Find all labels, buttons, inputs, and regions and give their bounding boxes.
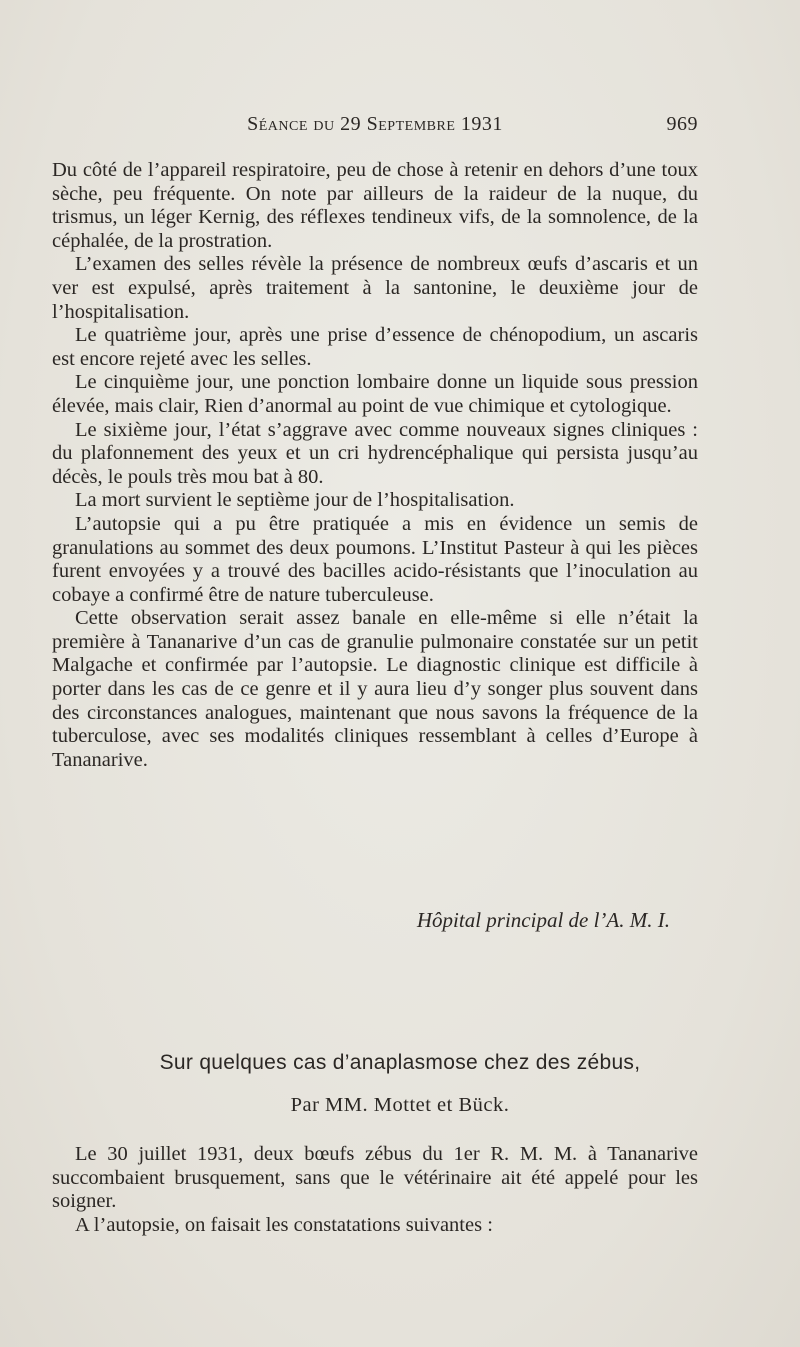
section-title: Sur quelques cas d’anaplasmose chez des zébus,: [159, 1051, 641, 1074]
article-body: [52, 159, 698, 772]
paragraph-stool-exam: L’examen des selles révèle la présence de nombreux œufs d’ascaris et un ver est expulsé, après traitement à la santonine, le deuxième jour de l’hospitalisation.: [52, 253, 698, 323]
paragraph-autopsy-findings: A l’autopsie, on faisait les constatations suivantes :: [75, 1213, 493, 1236]
paragraph-fourth-day: Le quatrième jour, après une prise d’essence de chénopodium, un ascaris est encore rejeté avec les selles.: [52, 324, 698, 370]
paragraph-death: La mort survient le septième jour de l’hospitalisation.: [75, 489, 515, 512]
paragraph-fifth-day: Le cinquième jour, une ponction lombaire donne un liquide sous pression élevée, mais clair, Rien d’anormal au point de vue chimique et cytologique.: [52, 371, 698, 417]
running-header: [52, 113, 698, 143]
paragraph-autopsy: L’autopsie qui a pu être pratiquée a mis en évidence un semis de granulations au sommet des deux poumons. L’Institut Pasteur à qui les pièces furent envoyées y a trouvé des bacilles acido-résistants que l’inoculation au cobaye a confirmé être de nature tuberculeuse.: [52, 512, 698, 606]
header-title: Séance du 29 Septembre 1931: [247, 113, 503, 135]
paragraph-sixth-day: Le sixième jour, l’état s’aggrave avec comme nouveaux signes cliniques : du plafonnement des yeux et un cri hydrencéphalique qui persista jusqu’au décès, le pouls très mou bat à 80.: [52, 418, 698, 488]
paragraph-zebu-deaths: Le 30 juillet 1931, deux bœufs zébus du 1er R. M. M. à Tananarive succombaient brusquement, sans que le vétérinaire ait été appelé pour les soigner.: [52, 1143, 698, 1213]
paragraph-respiratory: Du côté de l’appareil respiratoire, peu de chose à retenir en dehors d’une toux sèche, peu fréquente. On note par ailleurs de la raideur de la nuque, du trismus, un léger Kernig, des réflexes tendineux vifs, de la somnolence, de la céphalée, de la prostration.: [52, 159, 698, 252]
signature: Hôpital principal de l’A. M. I.: [416, 908, 670, 932]
section-body: [52, 1143, 698, 1237]
paragraph-conclusion: Cette observation serait assez banale en elle-même si elle n’était la première à Tananarive d’un cas de granulie pulmonaire constatée sur un petit Malgache et confirmée par l’autopsie. Le diagnostic clinique est difficile à porter dans les cas de ce genre et il y aura lieu d’y songer plus souvent dans des circonstances analogues, maintenant que nous savons la fréquence de la tuberculose, avec ses modalités cliniques ressemblant à celles d’Europe à Tananarive.: [52, 607, 698, 771]
byline: Par MM. Mottet et Bück.: [290, 1094, 510, 1116]
page-number: 969: [666, 113, 698, 135]
